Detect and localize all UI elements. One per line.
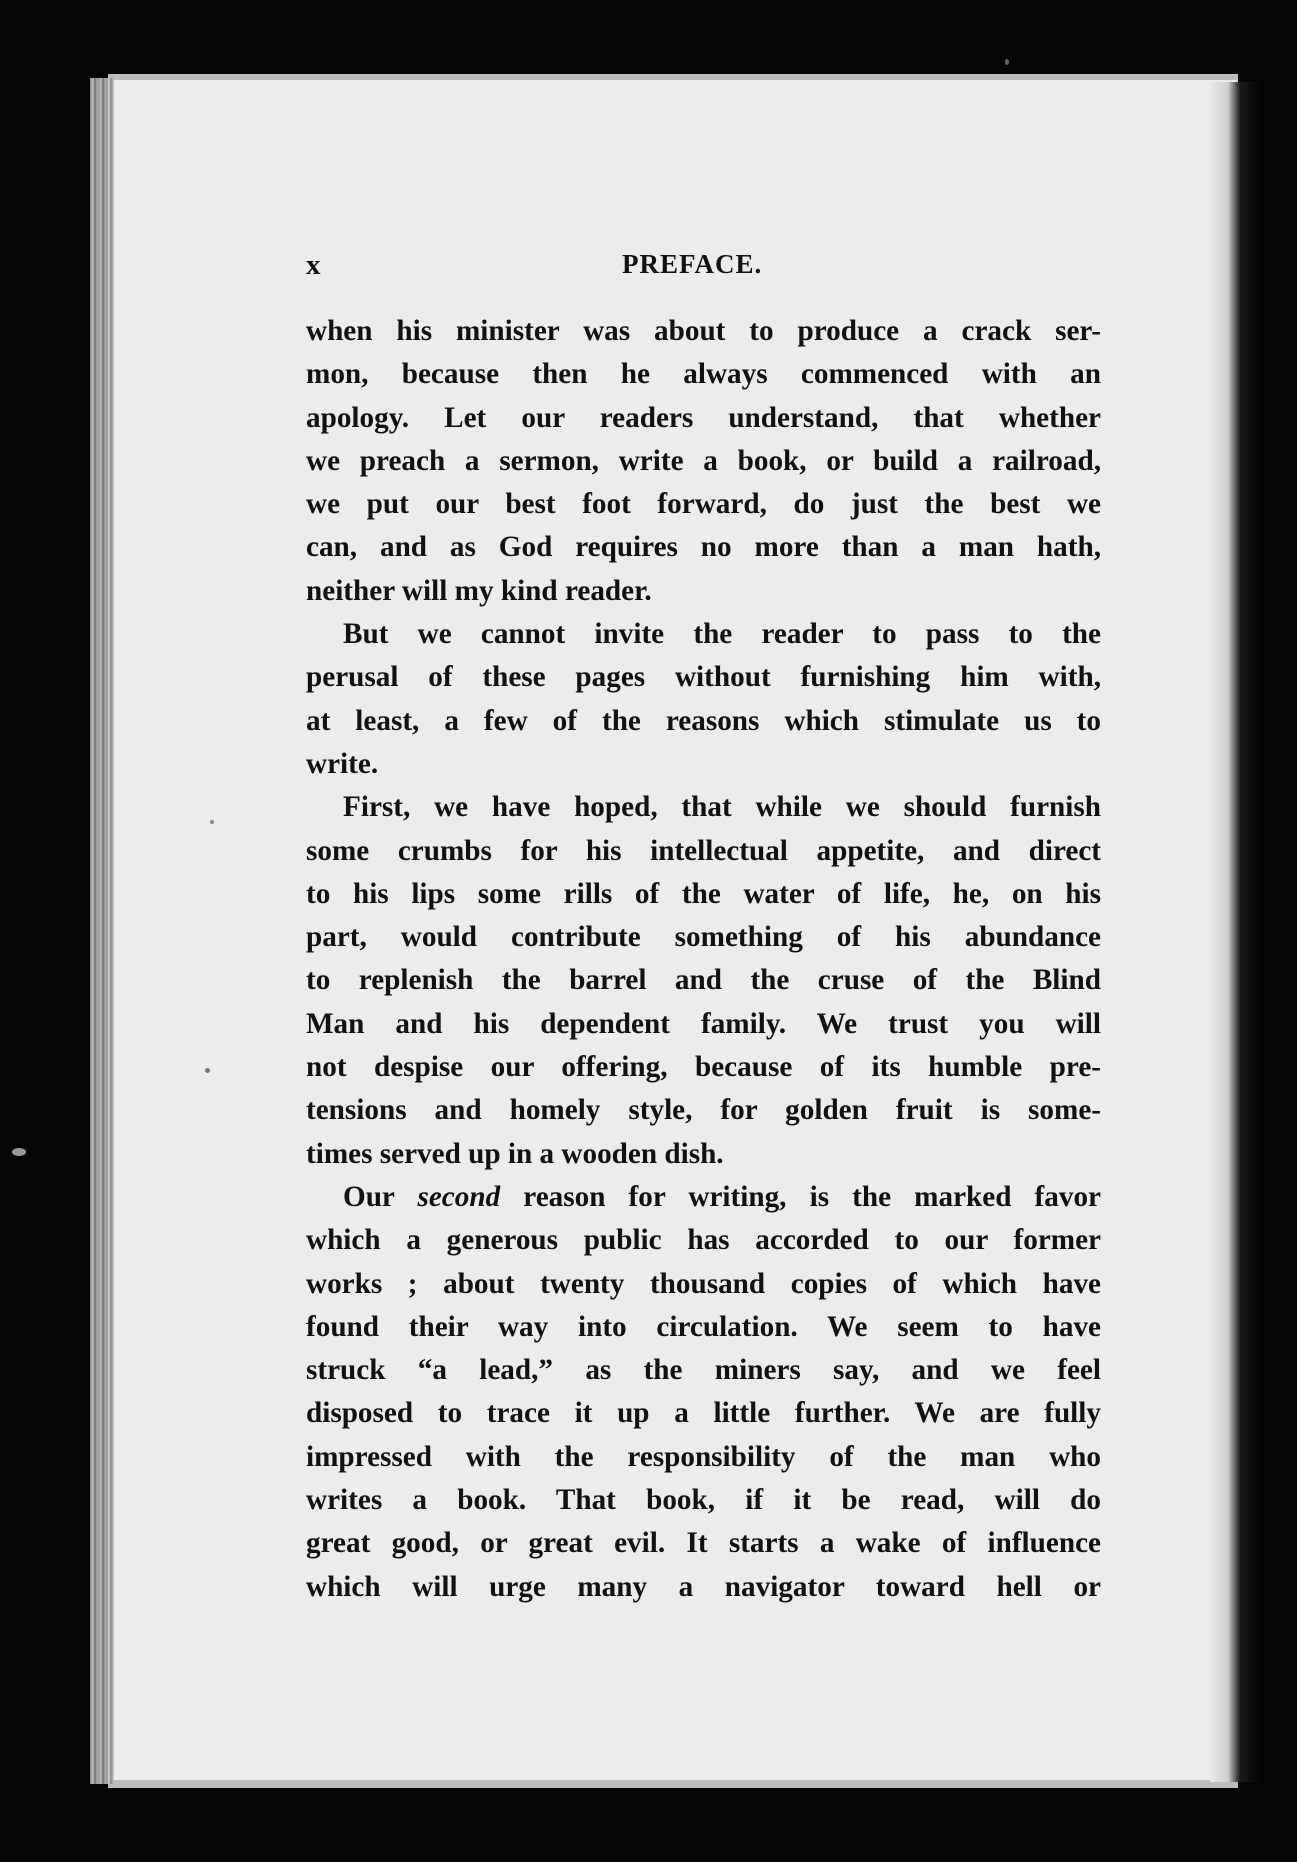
page-number: x: [306, 249, 321, 281]
text-line: some crumbs for his intellectual appetite, and direct: [306, 834, 1101, 867]
text-line: writes a book. That book, if it be read, will do: [306, 1484, 1101, 1517]
text-line: which will urge many a navigator toward hell or: [306, 1570, 1101, 1603]
text-line: which a generous public has accorded to our former: [306, 1224, 1101, 1257]
text-line: to replenish the barrel and the cruse of the Blind: [306, 964, 1101, 997]
text-line: part, would contribute something of his abundance: [306, 921, 1101, 954]
text-line: not despise our offering, because of its humble pre-: [306, 1051, 1101, 1084]
page-right-edge-shadow: [1210, 82, 1260, 1782]
page-top-edge: [108, 74, 1238, 80]
text-line: found their way into circulation. We seem to have: [306, 1310, 1101, 1343]
text-line: great good, or great evil. It starts a wake of influence: [306, 1527, 1101, 1560]
text-line-with-emphasis: [306, 1176, 1101, 1219]
text-line: works ; about twenty thousand copies of which have: [306, 1267, 1101, 1300]
text-line: perusal of these pages without furnishing him with,: [306, 661, 1101, 694]
scan-speck: [1005, 59, 1009, 65]
scan-speck: [210, 820, 214, 824]
line-prefix: Our: [343, 1180, 418, 1213]
text-line: First, we have hoped, that while we should furnish: [343, 791, 1101, 824]
text-line: apology. Let our readers understand, that whether: [306, 401, 1101, 434]
text-line: at least, a few of the reasons which stimulate us to: [306, 704, 1101, 737]
line-remainder: reason for writing, is the marked favor: [523, 1180, 1101, 1213]
text-line: when his minister was about to produce a crack ser-: [306, 315, 1101, 347]
page-bottom-edge: [108, 1780, 1238, 1788]
text-line: disposed to trace it up a little further. We are fully: [306, 1397, 1101, 1430]
text-line: neither will my kind reader.: [306, 574, 652, 607]
scan-speck: [205, 1068, 210, 1073]
text-line: can, and as God requires no more than a man hath,: [306, 531, 1101, 564]
text-line: impressed with the responsibility of the man who: [306, 1440, 1101, 1473]
text-line: Man and his dependent family. We trust you will: [306, 1007, 1101, 1040]
body-text: [306, 310, 1101, 1609]
text-line: times served up in a wooden dish.: [306, 1137, 724, 1170]
text-line: we preach a sermon, write a book, or build a railroad,: [306, 444, 1101, 477]
text-line: But we cannot invite the reader to pass to the: [343, 618, 1101, 651]
book-gutter: [90, 78, 114, 1784]
text-line: struck “a lead,” as the miners say, and we feel: [306, 1354, 1101, 1387]
text-line: to his lips some rills of the water of life, he, on his: [306, 877, 1101, 910]
scan-speck: [12, 1148, 26, 1156]
text-line: write.: [306, 747, 379, 780]
running-head: PREFACE.: [622, 249, 763, 279]
emphasized-word: second: [417, 1180, 501, 1213]
text-line: we put our best foot forward, do just the best we: [306, 488, 1101, 521]
page-header: [306, 249, 1101, 289]
text-line: tensions and homely style, for golden fruit is some-: [306, 1094, 1101, 1127]
text-line: mon, because then he always commenced with an: [306, 358, 1101, 391]
